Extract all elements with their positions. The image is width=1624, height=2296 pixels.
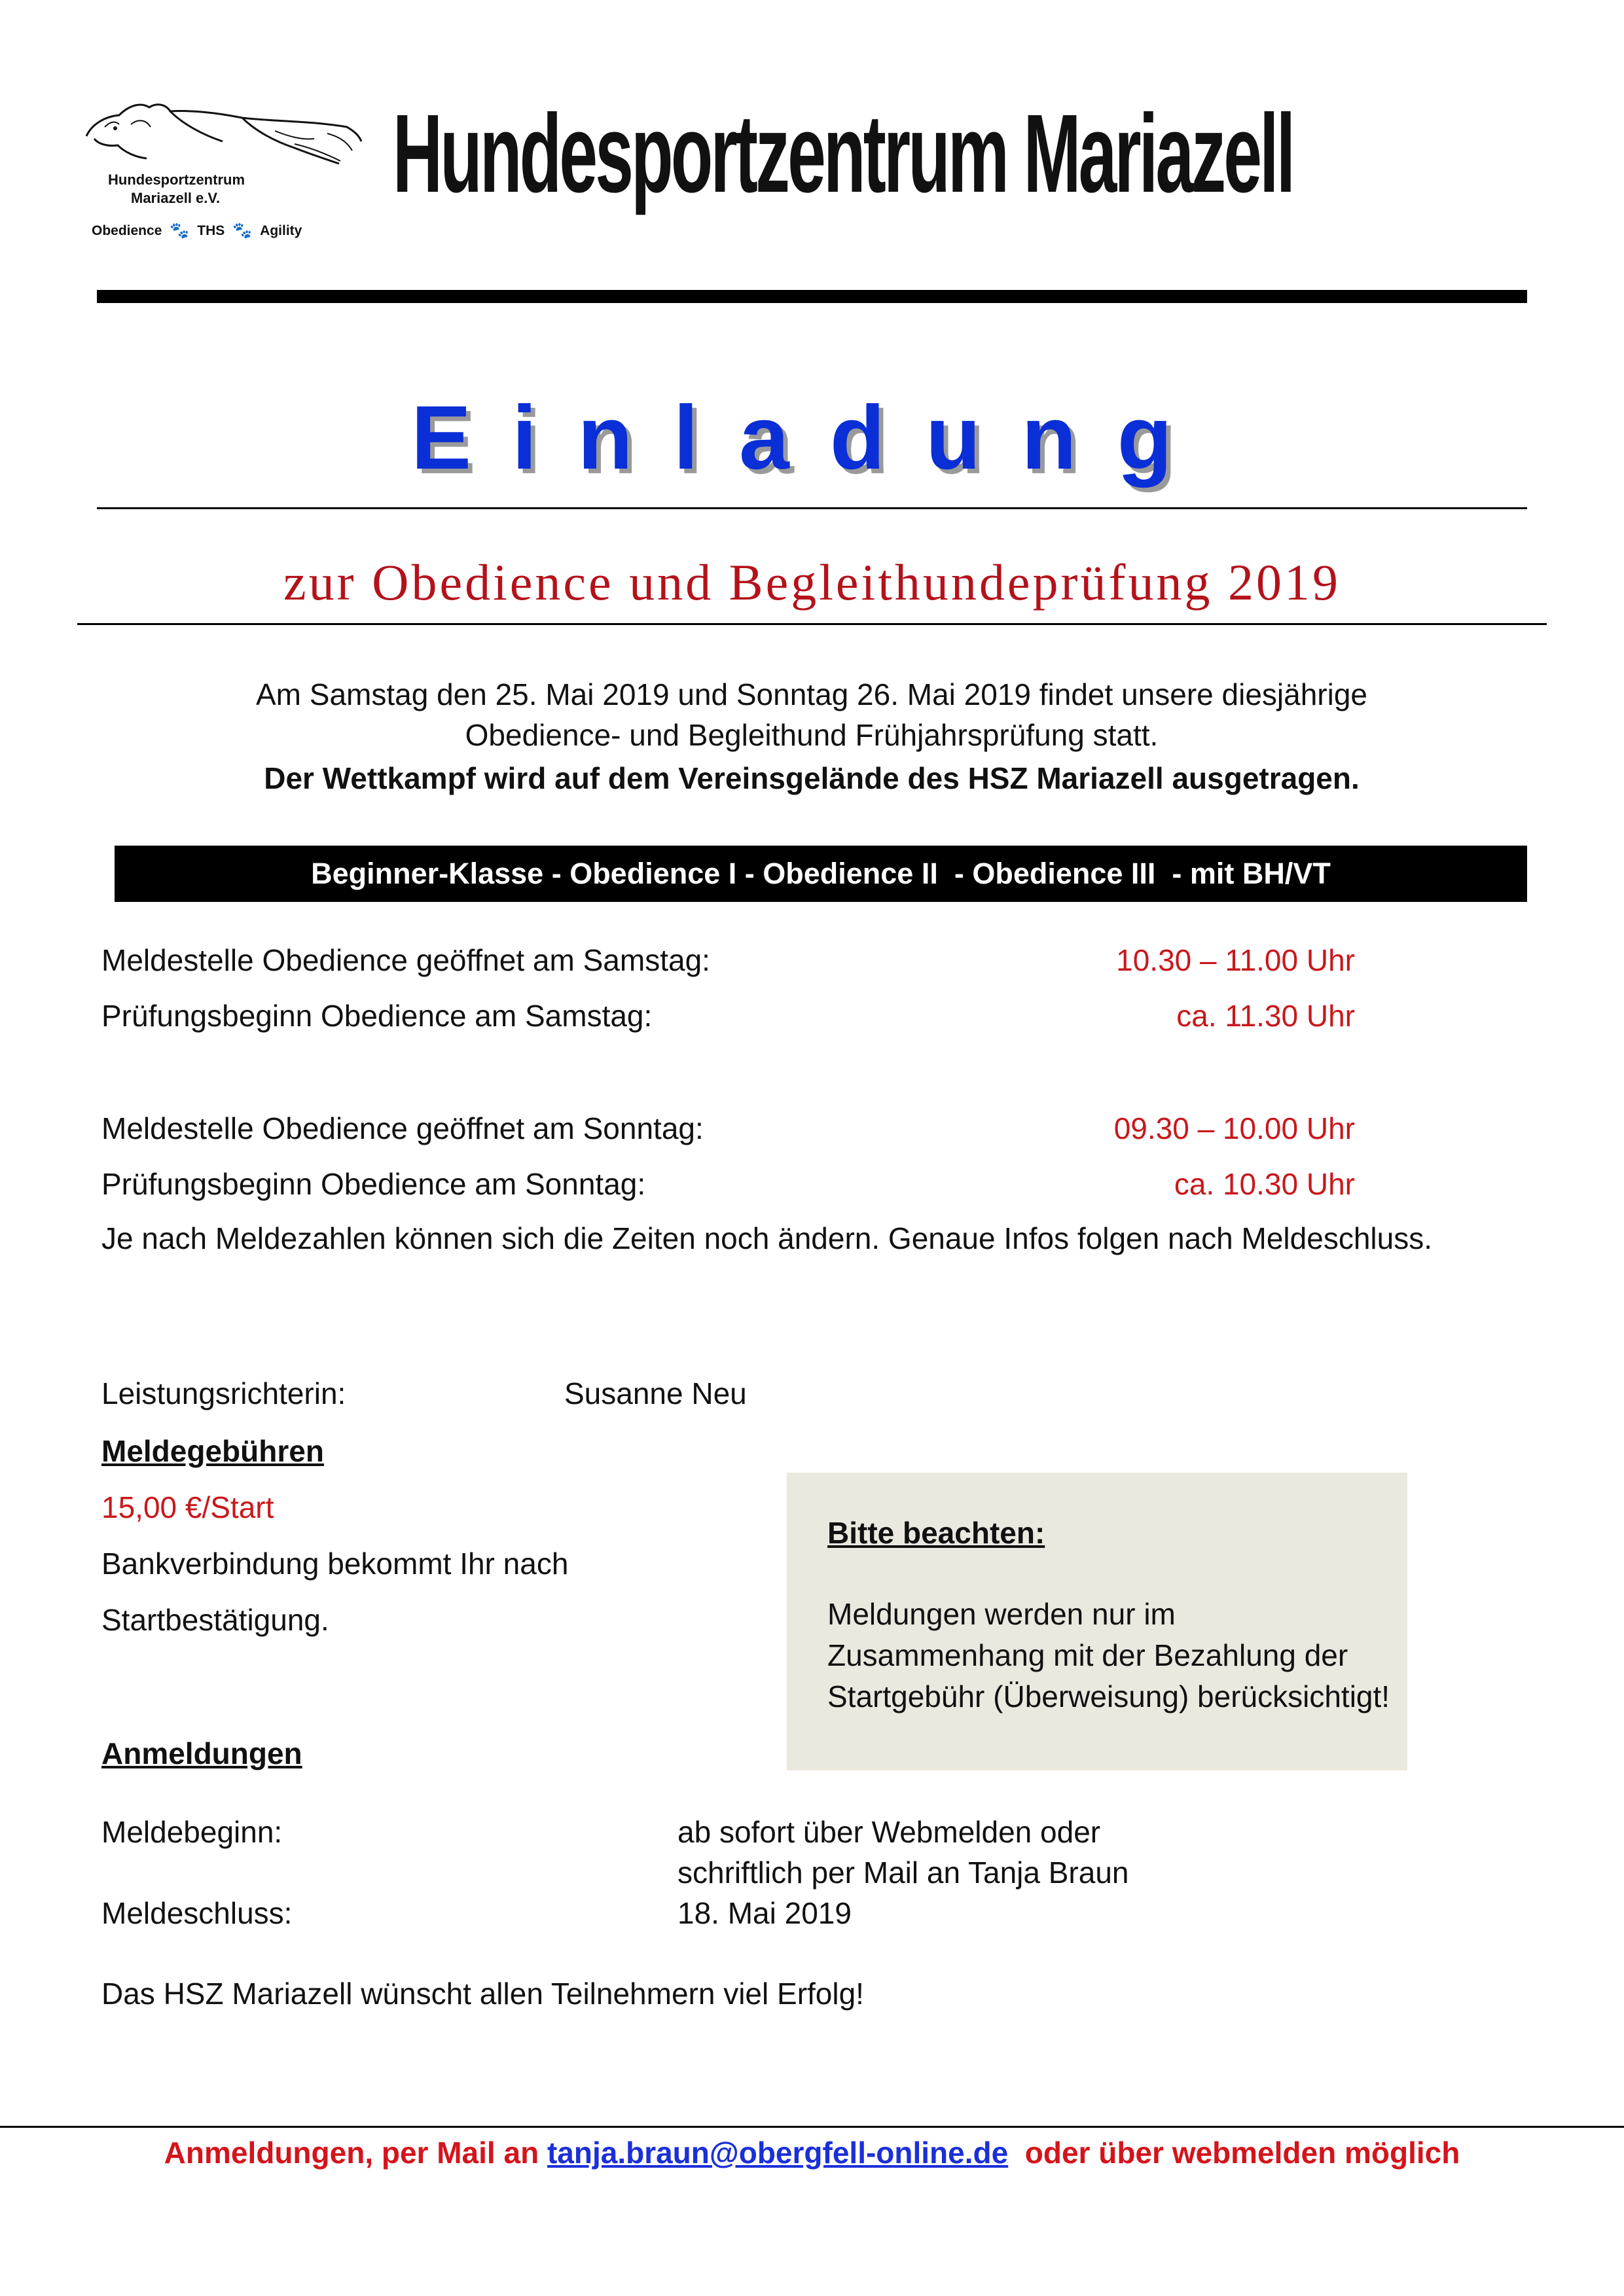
notice-heading: Bitte beachten: [827, 1516, 1045, 1550]
divider [77, 623, 1547, 625]
schedule-row [101, 1109, 1355, 1148]
registration-start-value-2: schriftlich per Mail an Tanja Braun [677, 1856, 1129, 1890]
schedule-label: Meldestelle Obedience geöffnet am Sonntag: [101, 1111, 704, 1145]
judge-label: Leistungsrichterin: [101, 1376, 346, 1410]
footer-contact [0, 2135, 1624, 2170]
schedule-label: Meldestelle Obedience geöffnet am Samstag: [101, 943, 710, 977]
logo-tag-agility: Agility [260, 223, 302, 238]
footer-prefix: Anmeldungen, per Mail an [164, 2136, 547, 2170]
schedule-note: Je nach Meldezahlen können sich die Zeiten noch ändern. Genaue Infos folgen nach Meldeschluss. [101, 1221, 1432, 1255]
club-title: Hundesportzentrum Mariazell [393, 92, 1293, 216]
schedule-time: ca. 11.30 Uhr [1176, 999, 1355, 1033]
footer-suffix: oder über webmelden möglich [1008, 2136, 1460, 2170]
schedule-row [101, 941, 1355, 980]
schedule-label: Prüfungsbeginn Obedience am Samstag: [101, 999, 653, 1033]
schedule-label: Prüfungsbeginn Obedience am Sonntag: [101, 1167, 646, 1201]
registration-heading: Anmeldungen [101, 1736, 302, 1770]
logo-line-2: Mariazell e.V. [131, 190, 221, 206]
schedule-time: ca. 10.30 Uhr [1174, 1167, 1355, 1201]
divider [97, 507, 1527, 509]
paw-icon: 🐾 [170, 222, 190, 240]
logo-tag-obedience: Obedience [92, 223, 162, 238]
intro-line-1: Am Samstag den 25. Mai 2019 und Sonntag 26. Mai 2019 findet unsere diesjährige [255, 677, 1367, 711]
judge-name: Susanne Neu [564, 1376, 747, 1410]
closing-wish: Das HSZ Mariazell wünscht allen Teilnehmern viel Erfolg! [101, 1977, 864, 2011]
notice-text: Meldungen werden nur im Zusammenhang mit der Bezahlung der Startgebühr (Überweisung) berücksichtigt! [827, 1597, 1390, 1713]
event-subtitle: zur Obedience und Begleithundeprüfung 2019 [283, 554, 1341, 611]
schedule-row [101, 1164, 1355, 1204]
schedule-time: 10.30 – 11.00 Uhr [1116, 943, 1355, 977]
registration-end-value: 18. Mai 2019 [677, 1896, 852, 1930]
club-logo [79, 98, 367, 255]
logo-tag-ths: THS [197, 223, 225, 238]
jumping-dog-icon [79, 98, 367, 170]
fee-amount: 15,00 €/Start [101, 1490, 274, 1524]
fee-bank-line-2: Startbestätigung. [101, 1603, 329, 1637]
fees-heading: Meldegebühren [101, 1434, 324, 1468]
registration-start-label: Meldebeginn: [101, 1815, 283, 1849]
footer-email-link[interactable]: tanja.braun@obergfell-online.de [547, 2136, 1009, 2170]
classes-banner: Beginner-Klasse - Obedience I - Obedience II - Obedience III - mit BH/VT [115, 846, 1527, 902]
registration-end-label: Meldeschluss: [101, 1896, 293, 1930]
paw-icon: 🐾 [232, 222, 253, 240]
intro-line-3: Der Wettkampf wird auf dem Vereinsgelände des HSZ Mariazell ausgetragen. [264, 761, 1360, 795]
registration-start-value-1: ab sofort über Webmelden oder [677, 1815, 1101, 1849]
logo-tags [92, 221, 302, 240]
header-divider [97, 290, 1527, 303]
invitation-heading: Einladung [411, 387, 1213, 488]
logo-line-1: Hundesportzentrum [108, 171, 245, 188]
schedule-time: 09.30 – 10.00 Uhr [1113, 1111, 1355, 1145]
footer-divider [0, 2126, 1624, 2128]
notice-box [787, 1473, 1407, 1770]
intro-line-2: Obedience- und Begleithund Frühjahrsprüfung statt. [465, 718, 1159, 752]
schedule-row [101, 996, 1355, 1035]
fee-bank-line-1: Bankverbindung bekommt Ihr nach [101, 1547, 569, 1581]
